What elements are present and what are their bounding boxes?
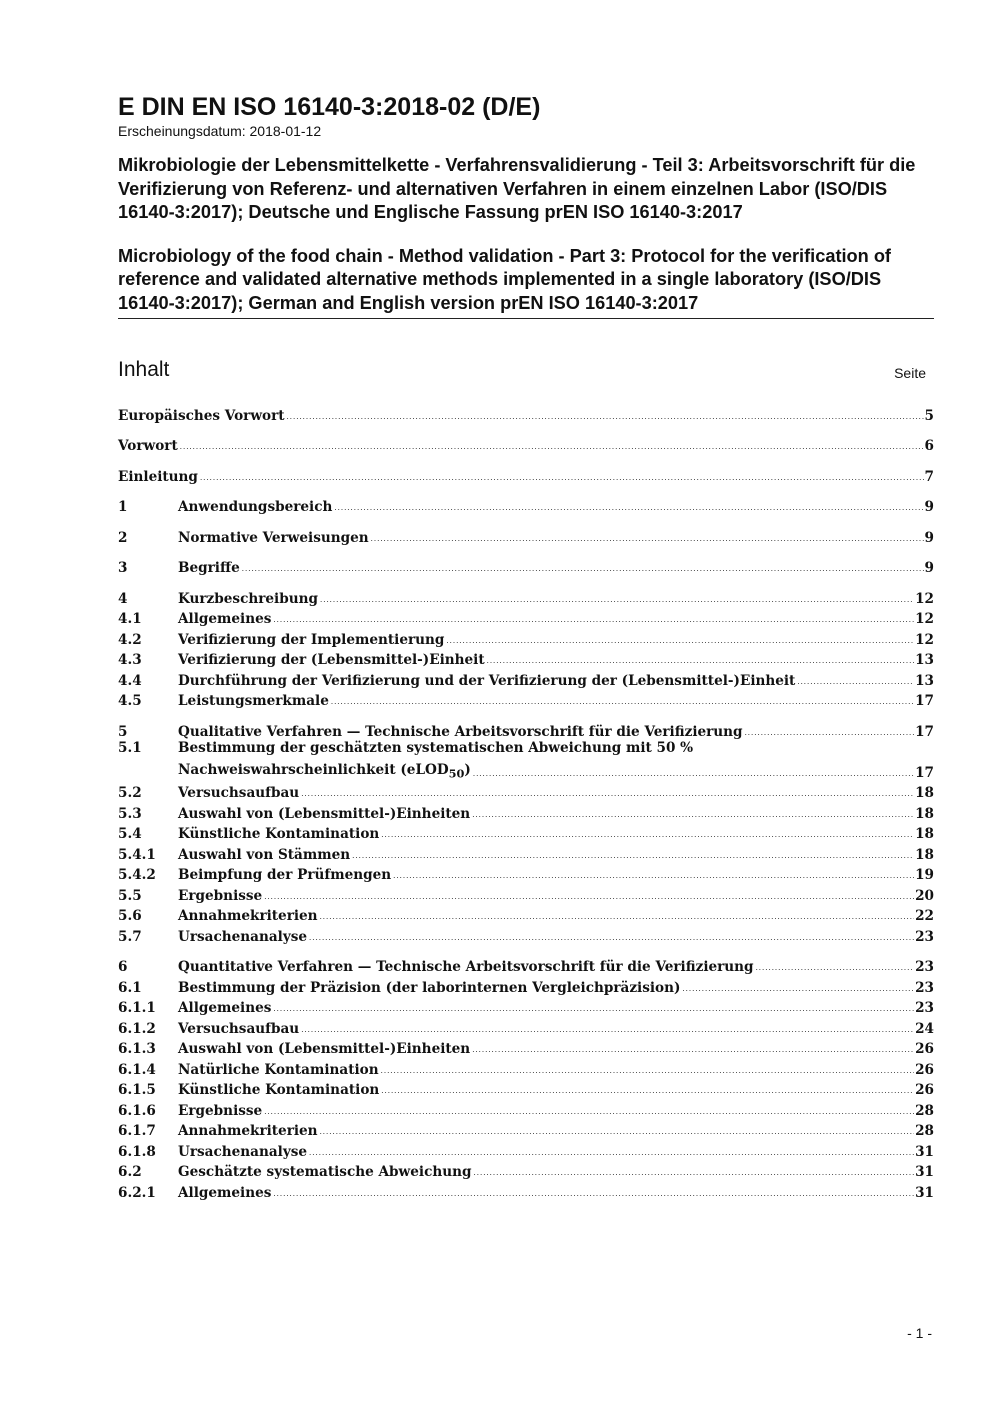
publication-date: Erscheinungsdatum: 2018-01-12 xyxy=(118,123,322,139)
toc-entry-page: 18 xyxy=(915,826,934,842)
toc-leader-dots xyxy=(487,657,914,665)
toc-entry[interactable] xyxy=(118,719,934,740)
toc-leader-dots xyxy=(331,698,914,706)
toc-entry[interactable] xyxy=(118,1180,934,1201)
toc-entry-text-part: Nachweiswahrscheinlichkeit (eLOD xyxy=(178,761,449,778)
toc-entry-number: 6.2 xyxy=(118,1164,142,1180)
toc-entry[interactable] xyxy=(118,403,934,424)
toc-entry[interactable] xyxy=(118,668,934,689)
toc-entry-number: 4.1 xyxy=(118,611,142,627)
toc-entry-page: 23 xyxy=(915,928,934,945)
toc-leader-dots xyxy=(472,1046,914,1054)
toc-page-label: Seite xyxy=(894,365,926,381)
toc-entry-text: Verifizierung der Implementierung xyxy=(178,631,445,648)
toc-leader-dots xyxy=(446,637,914,645)
toc-entry[interactable] xyxy=(118,1057,934,1078)
toc-leader-dots xyxy=(287,413,924,421)
toc-entry-text: Durchführung der Verifizierung und der Verifizierung der (Lebensmittel-)Einheit xyxy=(178,672,796,689)
toc-entry-page: 13 xyxy=(915,652,934,668)
toc-entry-text: Natürliche Kontamination xyxy=(178,1061,379,1078)
title-english: Microbiology of the food chain - Method validation - Part 3: Protocol for the verification of reference and validated alternative methods implemented in a single laboratory (ISO/DIS 16140-3:2017); German and English version prEN ISO 16140-3:2017 xyxy=(118,245,891,313)
toc-entry-number: 6.2.1 xyxy=(118,1184,156,1201)
title-german: Mikrobiologie der Lebensmittelkette - Verfahrensvalidierung - Teil 3: Arbeitsvorschrift für die Verifizierung von Referenz- und alternativen Verfahren in einem einzelnen Labor (ISO/DIS 16140-3:2017); Deutsche und Englische Fassung prEN ISO 16140-3:2017 xyxy=(118,155,916,222)
toc-entry-page: 12 xyxy=(915,631,934,648)
title-divider xyxy=(118,318,934,319)
toc-leader-dots xyxy=(381,1087,914,1095)
toc-entry[interactable] xyxy=(118,1098,934,1119)
toc-entry-text: Ursachenanalyse xyxy=(178,928,308,945)
toc-leader-dots xyxy=(472,811,914,819)
toc-leader-dots xyxy=(334,504,923,512)
toc-leader-dots xyxy=(756,964,915,972)
toc-entry-text: Bestimmung der geschätzten systematischen Abweichung mit 50 % xyxy=(178,739,694,756)
toc-entry-page: 12 xyxy=(915,590,934,607)
toc-entry-text: Bestimmung der Präzision (der laborinternen Vergleichpräzision) xyxy=(178,979,681,996)
toc-entry[interactable] xyxy=(118,556,934,577)
table-of-contents xyxy=(118,403,934,1201)
toc-leader-dots xyxy=(180,443,924,451)
toc-entry[interactable] xyxy=(118,1119,934,1140)
toc-entry-page: 5 xyxy=(924,407,934,424)
toc-entry[interactable] xyxy=(118,904,934,925)
toc-leader-dots xyxy=(264,893,914,901)
toc-leader-dots xyxy=(242,565,924,573)
toc-entry[interactable] xyxy=(118,996,934,1017)
toc-leader-dots xyxy=(682,985,914,993)
toc-entry-page: 12 xyxy=(915,611,934,627)
toc-entry-page: 31 xyxy=(915,1184,934,1201)
toc-entry-text: Ergebnisse xyxy=(178,887,263,904)
toc-entry-text: Kurzbeschreibung xyxy=(178,590,318,607)
toc-entry[interactable] xyxy=(118,1160,934,1181)
toc-entry-number: 6.1.1 xyxy=(118,1000,156,1016)
toc-entry-text: Versuchsaufbau xyxy=(178,785,300,801)
toc-leader-dots xyxy=(393,872,914,880)
toc-entry[interactable] xyxy=(118,1037,934,1058)
toc-entry-number: 6.1.7 xyxy=(118,1123,156,1139)
toc-entry-number: 6.1.4 xyxy=(118,1061,156,1078)
toc-entry[interactable] xyxy=(118,434,934,455)
toc-entry-number: 5.5 xyxy=(118,887,142,904)
toc-entry-page: 17 xyxy=(915,693,934,709)
toc-entry-page: 26 xyxy=(915,1082,934,1098)
toc-entry-page: 26 xyxy=(915,1041,934,1057)
toc-entry-number: 5.7 xyxy=(118,928,142,945)
toc-leader-dots xyxy=(381,831,914,839)
toc-entry-text: Anwendungsbereich xyxy=(178,499,333,515)
toc-entry-text: Auswahl von (Lebensmittel-)Einheiten xyxy=(178,1041,471,1057)
toc-entry-page: 18 xyxy=(915,785,934,801)
toc-entry[interactable] xyxy=(118,607,934,628)
toc-entry-page: 26 xyxy=(915,1061,934,1078)
toc-entry-text: Allgemeines xyxy=(178,1184,272,1201)
toc-entry-number: 5.6 xyxy=(118,908,142,924)
toc-entry[interactable] xyxy=(118,525,934,546)
toc-entry[interactable] xyxy=(118,464,934,485)
toc-entry[interactable] xyxy=(118,863,934,884)
toc-leader-dots xyxy=(474,1169,915,1177)
toc-entry-text: Annahmekriterien xyxy=(178,1123,318,1139)
toc-entry-number: 6.1.3 xyxy=(118,1041,156,1057)
toc-entry-text: Vorwort xyxy=(118,438,178,454)
toc-entry-page: 23 xyxy=(915,979,934,996)
toc-entry-page: 17 xyxy=(915,764,934,781)
toc-entry[interactable] xyxy=(118,740,934,761)
toc-entry[interactable] xyxy=(118,822,934,843)
toc-entry-number: 4.2 xyxy=(118,631,142,648)
toc-entry[interactable] xyxy=(118,495,934,516)
toc-leader-dots xyxy=(745,729,915,737)
toc-leader-dots xyxy=(320,913,915,921)
toc-entry-number: 5.1 xyxy=(118,739,142,756)
toc-entry[interactable] xyxy=(118,1016,934,1037)
toc-entry-text: Leistungsmerkmale xyxy=(178,693,329,709)
document-id: E DIN EN ISO 16140-3:2018-02 (D/E) xyxy=(118,93,541,121)
toc-entry-page: 13 xyxy=(915,672,934,689)
toc-entry-text: Auswahl von Stämmen xyxy=(178,846,351,863)
toc-leader-dots xyxy=(273,1005,914,1013)
toc-entry-page: 9 xyxy=(924,529,934,546)
toc-entry-number: 5 xyxy=(118,723,128,740)
toc-entry-text: Auswahl von (Lebensmittel-)Einheiten xyxy=(178,805,471,822)
toc-entry-page: 17 xyxy=(915,723,934,740)
toc-entry-number: 4.4 xyxy=(118,672,142,689)
toc-entry[interactable] xyxy=(118,801,934,822)
toc-entry-page: 18 xyxy=(915,805,934,822)
page-number: - 1 - xyxy=(907,1325,932,1341)
toc-entry-text: Beimpfung der Prüfmengen xyxy=(178,867,392,883)
toc-entry-page: 31 xyxy=(915,1143,934,1160)
toc-leader-dots xyxy=(200,474,924,482)
toc-entry[interactable] xyxy=(118,1078,934,1099)
toc-entry-page: 6 xyxy=(924,438,934,454)
toc-entry-continuation[interactable] xyxy=(118,760,934,781)
toc-entry-number: 6.1.6 xyxy=(118,1102,156,1119)
toc-entry-page: 18 xyxy=(915,846,934,863)
toc-entry-page: 24 xyxy=(915,1020,934,1037)
toc-entry-page: 19 xyxy=(915,867,934,883)
toc-leader-dots xyxy=(473,770,914,778)
toc-entry[interactable] xyxy=(118,883,934,904)
toc-entry-number: 5.4.2 xyxy=(118,867,156,883)
toc-entry-page: 31 xyxy=(915,1164,934,1180)
toc-leader-dots xyxy=(352,852,914,860)
toc-entry-text: Künstliche Kontamination xyxy=(178,826,380,842)
toc-leader-dots xyxy=(797,678,914,686)
toc-entry-subscript: 50 xyxy=(448,766,465,781)
toc-entry-text: Allgemeines xyxy=(178,1000,272,1016)
toc-entry-number: 5.2 xyxy=(118,785,142,801)
toc-entry[interactable] xyxy=(118,689,934,710)
toc-entry[interactable] xyxy=(118,955,934,976)
toc-entry-page: 20 xyxy=(915,887,934,904)
toc-entry-number: 5.4 xyxy=(118,826,142,842)
toc-header xyxy=(118,357,934,387)
toc-leader-dots xyxy=(273,1190,914,1198)
toc-entry[interactable] xyxy=(118,842,934,863)
toc-entry-number: 6.1.2 xyxy=(118,1020,156,1037)
toc-leader-dots xyxy=(320,596,914,604)
toc-leader-dots xyxy=(301,790,914,798)
toc-entry-number: 6.1.8 xyxy=(118,1143,156,1160)
toc-entry-text xyxy=(178,762,471,781)
toc-entry-number: 6.1 xyxy=(118,979,142,996)
toc-leader-dots xyxy=(381,1067,914,1075)
toc-entry-text: Allgemeines xyxy=(178,611,272,627)
toc-entry-number: 4.5 xyxy=(118,693,142,709)
toc-entry-page: 7 xyxy=(924,468,934,485)
toc-entry-text: Versuchsaufbau xyxy=(178,1020,300,1037)
toc-entry-text: Annahmekriterien xyxy=(178,908,318,924)
toc-entry[interactable] xyxy=(118,975,934,996)
document-page xyxy=(118,92,934,1201)
toc-entry[interactable] xyxy=(118,648,934,669)
toc-entry-text: Geschätzte systematische Abweichung xyxy=(178,1164,472,1180)
toc-entry-page: 28 xyxy=(915,1123,934,1139)
toc-entry-number: 5.3 xyxy=(118,805,142,822)
toc-entry-number: 5.4.1 xyxy=(118,846,156,863)
toc-entry-number: 4 xyxy=(118,590,128,607)
toc-entry-number: 2 xyxy=(118,529,128,546)
toc-entry[interactable] xyxy=(118,924,934,945)
toc-entry-number: 4.3 xyxy=(118,652,142,668)
toc-entry-text: Ursachenanalyse xyxy=(178,1143,308,1160)
toc-entry-page: 9 xyxy=(924,560,934,576)
toc-leader-dots xyxy=(371,535,924,543)
toc-entry-text: Normative Verweisungen xyxy=(178,529,369,546)
toc-entry-text: Künstliche Kontamination xyxy=(178,1082,380,1098)
toc-entry-page: 9 xyxy=(924,499,934,515)
toc-leader-dots xyxy=(309,1149,914,1157)
toc-entry[interactable] xyxy=(118,1139,934,1160)
toc-entry-page: 22 xyxy=(915,908,934,924)
toc-entry-text-part: ) xyxy=(464,761,471,778)
toc-entry-number: 1 xyxy=(118,499,128,515)
toc-leader-dots xyxy=(273,616,914,624)
toc-entry-page: 28 xyxy=(915,1102,934,1119)
toc-entry-text: Einleitung xyxy=(118,468,198,485)
toc-entry-text: Europäisches Vorwort xyxy=(118,407,285,424)
toc-leader-dots xyxy=(309,934,914,942)
toc-title: Inhalt xyxy=(118,358,170,381)
toc-leader-dots xyxy=(320,1128,915,1136)
toc-leader-dots xyxy=(264,1108,914,1116)
toc-entry-text: Qualitative Verfahren — Technische Arbeitsvorschrift für die Verifizierung xyxy=(178,723,743,740)
toc-entry-text: Quantitative Verfahren — Technische Arbeitsvorschrift für die Verifizierung xyxy=(178,959,754,975)
toc-entry[interactable] xyxy=(118,586,934,607)
toc-leader-dots xyxy=(301,1026,914,1034)
toc-entry-text: Ergebnisse xyxy=(178,1102,263,1119)
toc-entry-page: 23 xyxy=(915,1000,934,1016)
toc-entry-text: Begriffe xyxy=(178,560,240,576)
toc-entry-number: 6.1.5 xyxy=(118,1082,156,1098)
toc-entry-text: Verifizierung der (Lebensmittel-)Einheit xyxy=(178,652,485,668)
toc-entry[interactable] xyxy=(118,627,934,648)
toc-entry-number: 6 xyxy=(118,959,128,975)
toc-entry-page: 23 xyxy=(915,959,934,975)
toc-entry[interactable] xyxy=(118,781,934,802)
toc-entry-number: 3 xyxy=(118,560,128,576)
